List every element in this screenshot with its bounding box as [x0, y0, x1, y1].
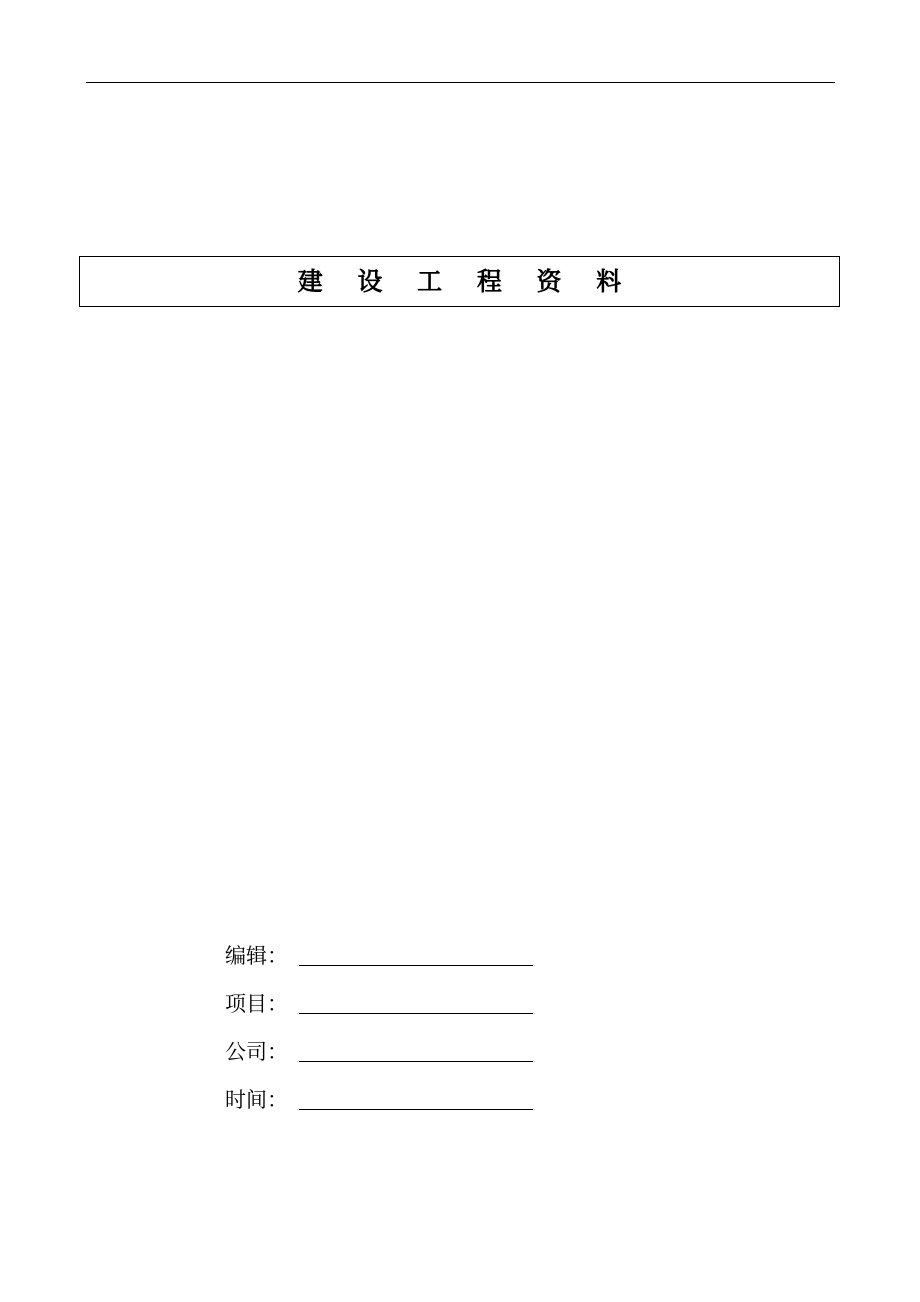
document-title: 建 设 工 程 资 料: [297, 267, 635, 296]
field-row-company: [225, 1018, 533, 1066]
field-label-company: 公司：: [225, 1040, 288, 1064]
info-fields: [225, 922, 533, 1114]
field-row-time: [225, 1066, 533, 1114]
field-label-project: 项目：: [225, 992, 288, 1016]
field-label-time: 时间：: [225, 1088, 288, 1112]
field-row-project: [225, 970, 533, 1018]
field-blank-company[interactable]: [299, 1061, 533, 1062]
field-label-editor: 编辑：: [225, 944, 288, 968]
field-blank-time[interactable]: [299, 1109, 533, 1110]
field-blank-editor[interactable]: [299, 965, 533, 966]
header-rule: [86, 82, 835, 83]
field-row-editor: [225, 922, 533, 970]
field-blank-project[interactable]: [299, 1013, 533, 1014]
title-box: [79, 256, 840, 307]
